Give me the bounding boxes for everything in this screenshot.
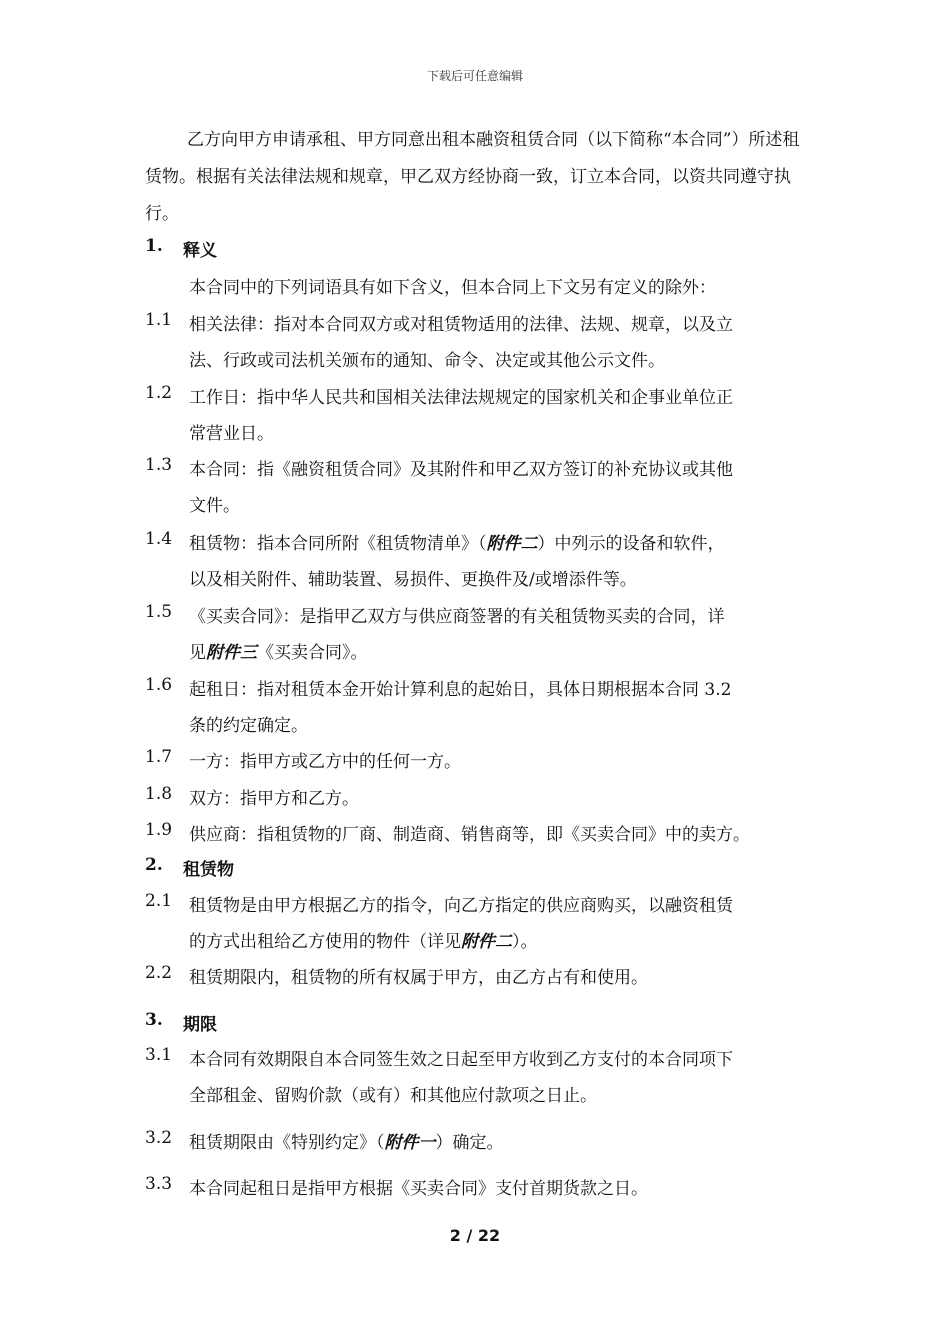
clause-1-5-line-1: 《买卖合同》：是指甲乙双方与供应商签署的有关租赁物买卖的合同，详	[189, 607, 725, 627]
clause-1-4-text-a: 租赁物：指本合同所附《租赁物清单》（	[189, 534, 487, 554]
clause-2-2-line-1: 租赁期限内，租赁物的所有权属于甲方，由乙方占有和使用。	[189, 968, 648, 988]
clause-3-3-number: 3.3	[145, 1174, 173, 1194]
clause-1-6-line-2: 条的约定确定。	[189, 716, 308, 736]
section-3-number: 3.	[145, 1010, 163, 1030]
clause-2-1-attachment-ref: 附件二	[461, 932, 512, 952]
clause-1-1-line-2: 法、行政或司法机关颁布的通知、命令、决定或其他公示文件。	[189, 351, 665, 371]
clause-1-1-line-1: 相关法律：指对本合同双方或对租赁物适用的法律、法规、规章，以及立	[189, 315, 733, 335]
clause-2-1-line-1: 租赁物是由甲方根据乙方的指令，向乙方指定的供应商购买，以融资租赁	[189, 896, 733, 916]
clause-1-5-attachment-ref: 附件三	[206, 643, 257, 663]
clause-1-8-number: 1.8	[145, 784, 173, 804]
clause-1-4-text-b: ）中列示的设备和软件，	[537, 534, 725, 554]
clause-3-2-text-a: 租赁期限由《特别约定》（	[189, 1133, 385, 1153]
clause-3-2-attachment-ref: 附件一	[384, 1133, 436, 1153]
clause-1-9-number: 1.9	[145, 820, 173, 840]
clause-1-4-number: 1.4	[145, 529, 173, 549]
clause-1-9-line-1: 供应商：指租赁物的厂商、制造商、销售商等，即《买卖合同》中的卖方。	[189, 825, 750, 845]
clause-1-3-number: 1.3	[145, 455, 173, 475]
clause-2-1-number: 2.1	[145, 891, 173, 911]
section-1-lead: 本合同中的下列词语具有如下含义，但本合同上下文另有定义的除外：	[189, 278, 716, 298]
clause-2-1-text-a: 的方式出租给乙方使用的物件（详见	[189, 932, 461, 952]
clause-1-5-number: 1.5	[145, 602, 173, 622]
page-header-note: 下载后可任意编辑	[426, 69, 523, 83]
intro-paragraph: 乙方向甲方申请承租、甲方同意出租本融资租赁合同（以下简称“本合同”）所述租赁物。根据有关法律法规和规章，甲乙双方经协商一致，订立本合同，以资共同遵守执行。	[145, 130, 800, 224]
clause-1-4-attachment-ref: 附件二	[486, 534, 538, 554]
clause-3-2-text-b: ）确定。	[435, 1133, 504, 1153]
clause-2-1-line-2	[189, 927, 538, 952]
clause-1-8-line-1: 双方：指甲方和乙方。	[189, 789, 359, 809]
clause-1-2-line-2: 常营业日。	[189, 424, 274, 444]
clause-3-2-line-1	[189, 1128, 504, 1153]
page-number: 2 / 22	[449, 1226, 501, 1245]
section-2-number: 2.	[145, 855, 163, 875]
clause-1-5-text-b: 《买卖合同》。	[257, 643, 368, 663]
clause-1-6-line-1: 起租日：指对租赁本金开始计算利息的起始日，具体日期根据本合同 3.2	[189, 680, 732, 700]
clause-1-2-number: 1.2	[145, 383, 173, 403]
clause-3-3-line-1: 本合同起租日是指甲方根据《买卖合同》支付首期货款之日。	[189, 1179, 648, 1199]
clause-2-1-text-b: ）。	[512, 932, 538, 952]
clause-2-2-number: 2.2	[145, 963, 173, 983]
clause-1-7-line-1: 一方：指甲方或乙方中的任何一方。	[189, 752, 461, 772]
clause-3-1-number: 3.1	[145, 1045, 173, 1065]
clause-1-5-line-2	[189, 638, 368, 663]
clause-1-1-number: 1.1	[145, 310, 173, 330]
clause-1-7-number: 1.7	[145, 747, 173, 767]
section-1-number: 1.	[145, 236, 163, 256]
clause-3-1-line-2: 全部租金、留购价款（或有）和其他应付款项之日止。	[189, 1086, 597, 1106]
clause-1-4-line-1	[189, 529, 725, 554]
section-3-title: 期限	[183, 1015, 217, 1035]
section-1-title: 释义	[183, 241, 217, 261]
clause-1-5-text-a: 见	[189, 643, 206, 663]
clause-3-1-line-1: 本合同有效期限自本合同签生效之日起至甲方收到乙方支付的本合同项下	[189, 1050, 733, 1070]
clause-1-6-number: 1.6	[145, 675, 173, 695]
section-2-title: 租赁物	[183, 860, 234, 880]
clause-1-3-line-1: 本合同：指《融资租赁合同》及其附件和甲乙双方签订的补充协议或其他	[189, 460, 733, 480]
clause-3-2-number: 3.2	[145, 1128, 173, 1148]
clause-1-2-line-1: 工作日：指中华人民共和国相关法律法规规定的国家机关和企事业单位正	[189, 388, 733, 408]
clause-1-3-line-2: 文件。	[189, 496, 240, 516]
clause-1-4-line-2: 以及相关附件、辅助装置、易损件、更换件及/或增添件等。	[189, 570, 637, 590]
